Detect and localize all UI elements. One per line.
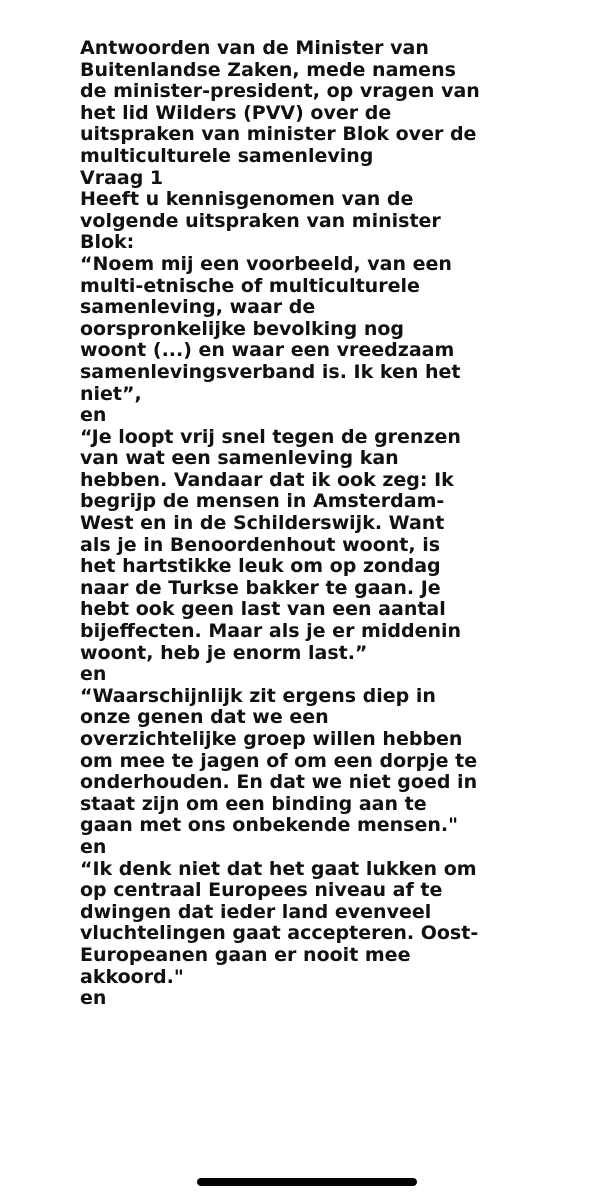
conjunction-text: en [80,663,107,686]
conjunction-3 [80,837,580,859]
document-title: Antwoorden van de Minister van Buitenlandse Zaken, mede namens de minister-president, op vragen van het lid Wilders (PVV) over de uitspraken van minister Blok over de multiculturele samenleving [80,37,480,167]
conjunction-1 [80,405,580,427]
conjunction-text: en [80,404,107,427]
quote-3: “Waarschijnlijk zit ergens diep in onze genen dat we een overzichtelijke groep willen hebben om mee te jagen of om een dorpje te onderhouden. En dat we niet goed in staat zijn om een binding aan te gaan met ons onbekende mensen." [80,684,478,837]
question-intro: Heeft u kennisgenomen van de volgende uitspraken van minister Blok: [80,188,441,254]
home-indicator[interactable] [197,1178,417,1186]
conjunction-4 [80,988,580,1010]
quote-4: “Ik denk niet dat het gaat lukken om op centraal Europees niveau af te dwingen dat ieder land evenveel vluchtelingen gaat accepteren. Oost- Europeanen gaan er nooit mee akkoord." [80,857,479,988]
question-heading: Vraag 1 [80,166,164,189]
conjunction-text: en [80,835,107,858]
quote-1: “Noem mij een voorbeeld, van een multi-etnische of multiculturele samenleving, waar de oorspronkelijke bevolking nog woont (...) en waar een vreedzaam samenlevingsverband is. Ik ken het niet”, [80,252,461,405]
conjunction-text: en [80,987,107,1010]
document-body [80,38,580,1010]
quote-2: “Je loopt vrij snel tegen de grenzen van wat een samenleving kan hebben. Vandaar dat ik ook zeg: Ik begrijp de mensen in Amsterdam- West en in de Schilderswijk. Want als je in Benoordenhout woont, is het hartstikke leuk om op zondag naar de Turkse bakker te gaan. Je hebt ook geen last van een aantal bijeffecten. Maar als je er middenin woont, heb je enorm last.” [80,425,462,664]
conjunction-2 [80,664,580,686]
